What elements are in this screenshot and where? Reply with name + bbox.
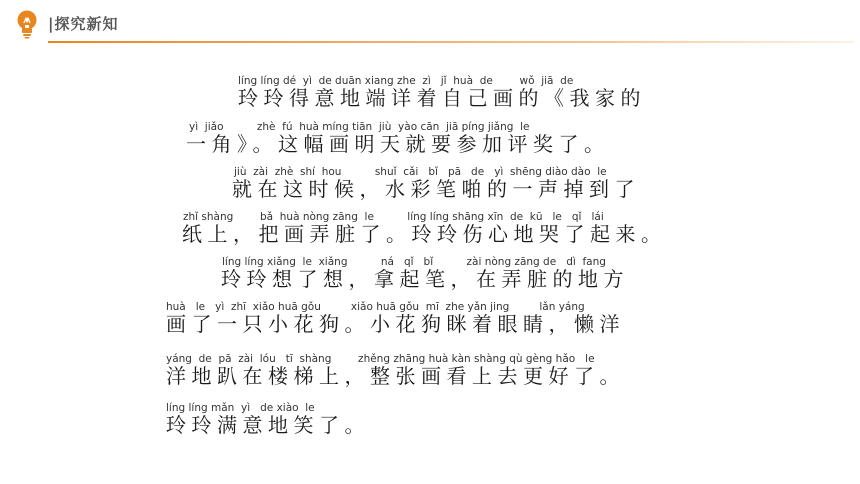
pinyin-line-3: jiù zài zhè shí hou shuǐ cǎi bǐ pā de yì shēng diào dào le bbox=[234, 166, 607, 178]
hanzi-line-2: 一角》。这幅画明天就要参加评奖了。 bbox=[186, 132, 610, 156]
page-title: |探究新知 bbox=[48, 15, 119, 33]
hanzi-line-8: 玲玲满意地笑了。 bbox=[166, 413, 370, 437]
pinyin-line-5: líng líng xiǎng le xiǎng ná qǐ bǐ zài nòng zāng de dì fang bbox=[222, 256, 606, 268]
pinyin-line-6: huà le yì zhī xiǎo huā gǒu xiǎo huā gǒu mī zhe yǎn jing lǎn yáng bbox=[166, 301, 585, 313]
pinyin-line-8: líng líng mǎn yì de xiào le bbox=[166, 402, 315, 414]
hanzi-line-4: 纸上，把画弄脏了。玲玲伤心地哭了起来。 bbox=[182, 222, 667, 246]
hanzi-line-1: 玲玲得意地端详着自己画的《我家的 bbox=[238, 86, 646, 110]
pinyin-line-2: yì jiǎo zhè fú huà míng tiān jiù yào cān jiā píng jiǎng le bbox=[189, 121, 530, 133]
hanzi-line-7: 洋地趴在楼梯上，整张画看上去更好了。 bbox=[166, 364, 625, 388]
pinyin-line-4: zhǐ shàng bǎ huà nòng zāng le líng líng shāng xīn de kū le qǐ lái bbox=[183, 211, 604, 223]
hanzi-line-6: 画了一只小花狗。小花狗眯着眼睛，懒洋 bbox=[166, 312, 625, 336]
pinyin-line-7: yáng de pā zài lóu tī shàng zhěng zhāng huà kàn shàng qù gèng hǎo le bbox=[166, 353, 595, 365]
pinyin-line-1: líng líng dé yì de duān xiang zhe zì jǐ huà de wǒ jiā de bbox=[238, 75, 574, 87]
hanzi-line-5: 玲玲想了想，拿起笔，在弄脏的地方 bbox=[221, 267, 629, 291]
hanzi-line-3: 就在这时候，水彩笔啪的一声掉到了 bbox=[232, 177, 640, 201]
